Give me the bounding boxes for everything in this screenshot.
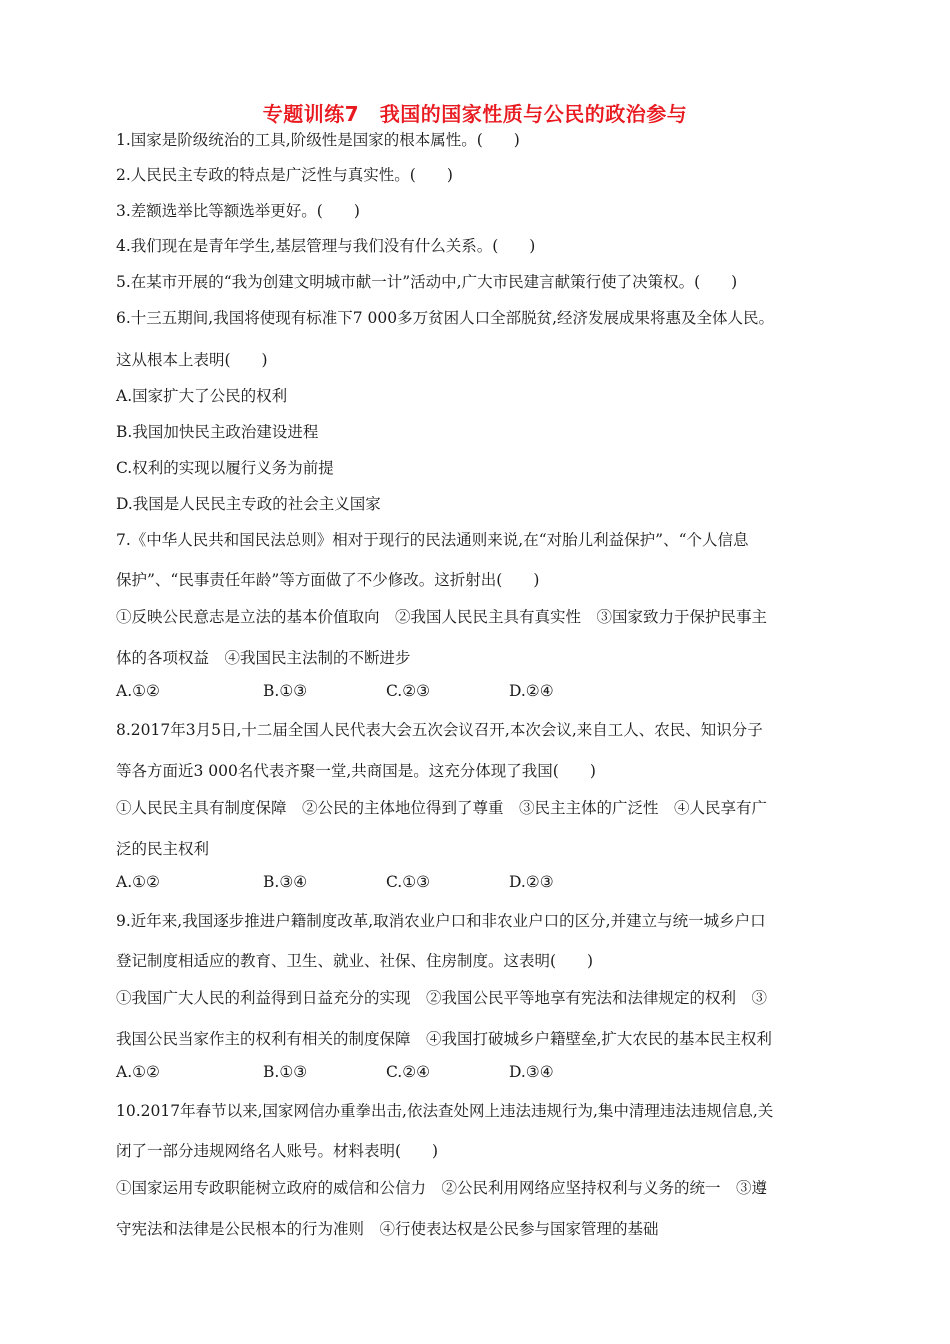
question-8-statements-cont: 泛的民主权利 [116,840,210,858]
question-8-statements: ①人民民主具有制度保障 ②公民的主体地位得到了尊重 ③民主主体的广泛性 ④人民享有广 [116,799,768,817]
question-10-statements: ①国家运用专政职能树立政府的威信和公信力 ②公民利用网络应坚持权利与义务的统一 ③遵 [116,1179,768,1197]
question-9-option-d: D.③④ [509,1063,554,1081]
question-8-stem-cont: 等各方面近3 000名代表齐聚一堂,共商国是。这充分体现了我国( ) [116,762,596,780]
question-8-option-b: B.③④ [263,873,308,891]
question-3: 3.差额选举比等额选举更好。( ) [116,202,360,220]
question-6-stem-cont: 这从根本上表明( ) [116,351,268,369]
question-9-option-c: C.②④ [386,1063,431,1081]
question-9-stem-cont: 登记制度相适应的教育、卫生、就业、社保、住房制度。这表明( ) [116,952,594,970]
question-8-option-d: D.②③ [509,873,554,891]
question-4: 4.我们现在是青年学生,基层管理与我们没有什么关系。( ) [116,237,536,255]
question-7-option-d: D.②④ [509,682,554,700]
question-10-statements-cont: 守宪法和法律是公民根本的行为准则 ④行使表达权是公民参与国家管理的基础 [116,1220,659,1238]
question-9-option-a: A.①② [116,1063,160,1081]
question-7-option-b: B.①③ [263,682,308,700]
question-10-stem: 10.2017年春节以来,国家网信办重拳出击,依法查处网上违法违规行为,集中清理违法违规信息,关 [116,1102,774,1120]
question-9-stem: 9.近年来,我国逐步推进户籍制度改革,取消农业户口和非农业户口的区分,并建立与统一城乡户口 [116,912,766,930]
question-7-option-c: C.②③ [386,682,431,700]
question-7-statements: ①反映公民意志是立法的基本价值取向 ②我国人民民主具有真实性 ③国家致力于保护民事主 [116,608,768,626]
question-10-stem-cont: 闭了一部分违规网络名人账号。材料表明( ) [116,1142,439,1160]
question-9-option-b: B.①③ [263,1063,308,1081]
question-6-stem: 6.十三五期间,我国将使现有标准下7 000多万贫困人口全部脱贫,经济发展成果将惠及全体人民。 [116,309,775,327]
question-6-option-c: C.权利的实现以履行义务为前提 [116,459,334,477]
question-7-statements-cont: 体的各项权益 ④我国民主法制的不断进步 [116,649,411,667]
question-6-option-d: D.我国是人民民主专政的社会主义国家 [116,495,381,513]
question-6-option-b: B.我国加快民主政治建设进程 [116,423,319,441]
question-9-statements: ①我国广大人民的利益得到日益充分的实现 ②我国公民平等地享有宪法和法律规定的权利 ③ [116,989,768,1007]
question-1: 1.国家是阶级统治的工具,阶级性是国家的根本属性。( ) [116,131,520,149]
page-title: 专题训练7 我国的国家性质与公民的政治参与 [262,102,688,126]
question-8-option-a: A.①② [116,873,160,891]
question-7-option-a: A.①② [116,682,160,700]
question-7-stem-cont: 保护”、“民事责任年龄”等方面做了不少修改。这折射出( ) [116,571,540,589]
question-2: 2.人民民主专政的特点是广泛性与真实性。( ) [116,166,453,184]
question-6-option-a: A.国家扩大了公民的权利 [116,387,288,405]
question-8-stem: 8.2017年3月5日,十二届全国人民代表大会五次会议召开,本次会议,来自工人、农民、知识分子 [116,721,763,739]
question-9-statements-cont: 我国公民当家作主的权利有相关的制度保障 ④我国打破城乡户籍壁垒,扩大农民的基本民主权利 [116,1030,772,1048]
question-5: 5.在某市开展的“我为创建文明城市献一计”活动中,广大市民建言献策行使了决策权。( ) [116,273,738,291]
question-8-option-c: C.①③ [386,873,431,891]
question-7-stem: 7.《中华人民共和国民法总则》相对于现行的民法通则来说,在“对胎儿利益保护”、“个人信息 [116,531,749,549]
